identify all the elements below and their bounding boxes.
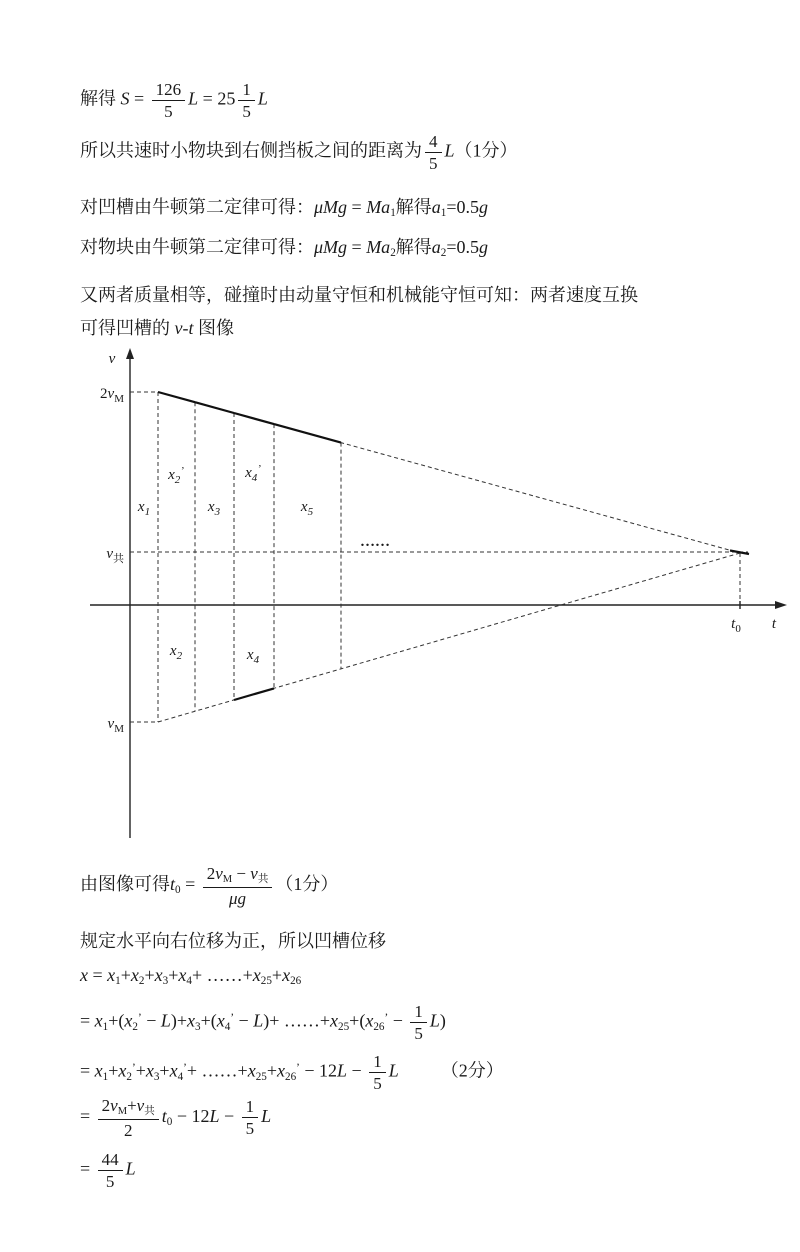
formula-x-expanded: = x1+(x2’ − L)+x3+(x4’ − L)+ ……+x25+(x26’ − $\frac{1}{5}$ L) bbox=[80, 1002, 446, 1044]
region-label-x4: $x_4$ bbox=[246, 647, 260, 666]
formula-x-sum: x = x1+x2+x3+x4+ ……+x25+x26 bbox=[80, 965, 302, 988]
formula-newton-block: 对物块由牛顿第二定律可得：μMg = Ma2解得a2=0.5g bbox=[80, 237, 488, 260]
v-axis-label: v bbox=[108, 351, 116, 367]
formula-x-simplified: = x1+x2’+x3+x4’+ ……+x25+x26’ − 12L − $\frac{1}{5}$ L （2分） bbox=[80, 1052, 504, 1094]
region-label-x2p: $x_2^’$ bbox=[168, 465, 184, 486]
label-t0: $t_0$ bbox=[731, 616, 741, 635]
segment-1 bbox=[158, 392, 195, 402]
t-axis-label: t bbox=[771, 616, 777, 632]
text-vt-graph-intro: 可得凹槽的 v-t 图像 bbox=[80, 318, 234, 338]
region-label-x3: $x_3$ bbox=[207, 499, 221, 518]
segment-2 bbox=[195, 402, 234, 413]
label-2vm: $2v_M$ bbox=[100, 386, 124, 405]
region-label-x2: $x_2$ bbox=[169, 643, 183, 662]
axis-arrows bbox=[126, 348, 787, 609]
segment-4 bbox=[274, 424, 341, 443]
t-axis-arrow-icon bbox=[775, 601, 787, 609]
formula-solve-s: 解得 S = $\frac{126}{5}$ L = 25 $\frac{1}{5}$ L bbox=[80, 80, 268, 122]
region-label-x5: $x_5$ bbox=[300, 499, 314, 518]
label-vcommon: $v_共$ bbox=[106, 546, 124, 565]
text-momentum-energy: 又两者质量相等，碰撞时由动量守恒和机械能守恒可知：两者速度互换 bbox=[80, 285, 638, 305]
formula-newton-groove: 对凹槽由牛顿第二定律可得：μMg = Ma1解得a1=0.5g bbox=[80, 197, 488, 220]
region-label-x1: $x_1$ bbox=[137, 499, 151, 518]
v-axis-arrow-icon bbox=[126, 348, 134, 359]
ellipsis-dots: …… bbox=[360, 534, 390, 550]
text-distance-to-baffle: 所以共速时小物块到右侧挡板之间的距离为 $\frac{4}{5}$ L（1分） bbox=[80, 132, 518, 174]
formula-x-result: = $\frac{44}{5}$ L bbox=[80, 1150, 136, 1192]
region-label-x4p: $x_4^’$ bbox=[245, 463, 261, 484]
axes bbox=[90, 357, 778, 838]
segment-lower bbox=[234, 688, 274, 700]
text-displacement-rule: 规定水平向右位移为正，所以凹槽位移 bbox=[80, 931, 386, 951]
label-vm: $v_M$ bbox=[107, 716, 124, 735]
segment-3 bbox=[234, 413, 274, 424]
formula-t0: 由图像可得t0 = $\frac{\text{2vM − v共}}{\mu g}$ （1分） bbox=[80, 864, 339, 908]
formula-x-area: = $\frac{\text{2vM+v共}}{2}$ t0 − 12L − $\frac{1}{5}$ L bbox=[80, 1096, 272, 1140]
vt-graph bbox=[0, 345, 800, 860]
dashed-lines bbox=[130, 392, 748, 722]
